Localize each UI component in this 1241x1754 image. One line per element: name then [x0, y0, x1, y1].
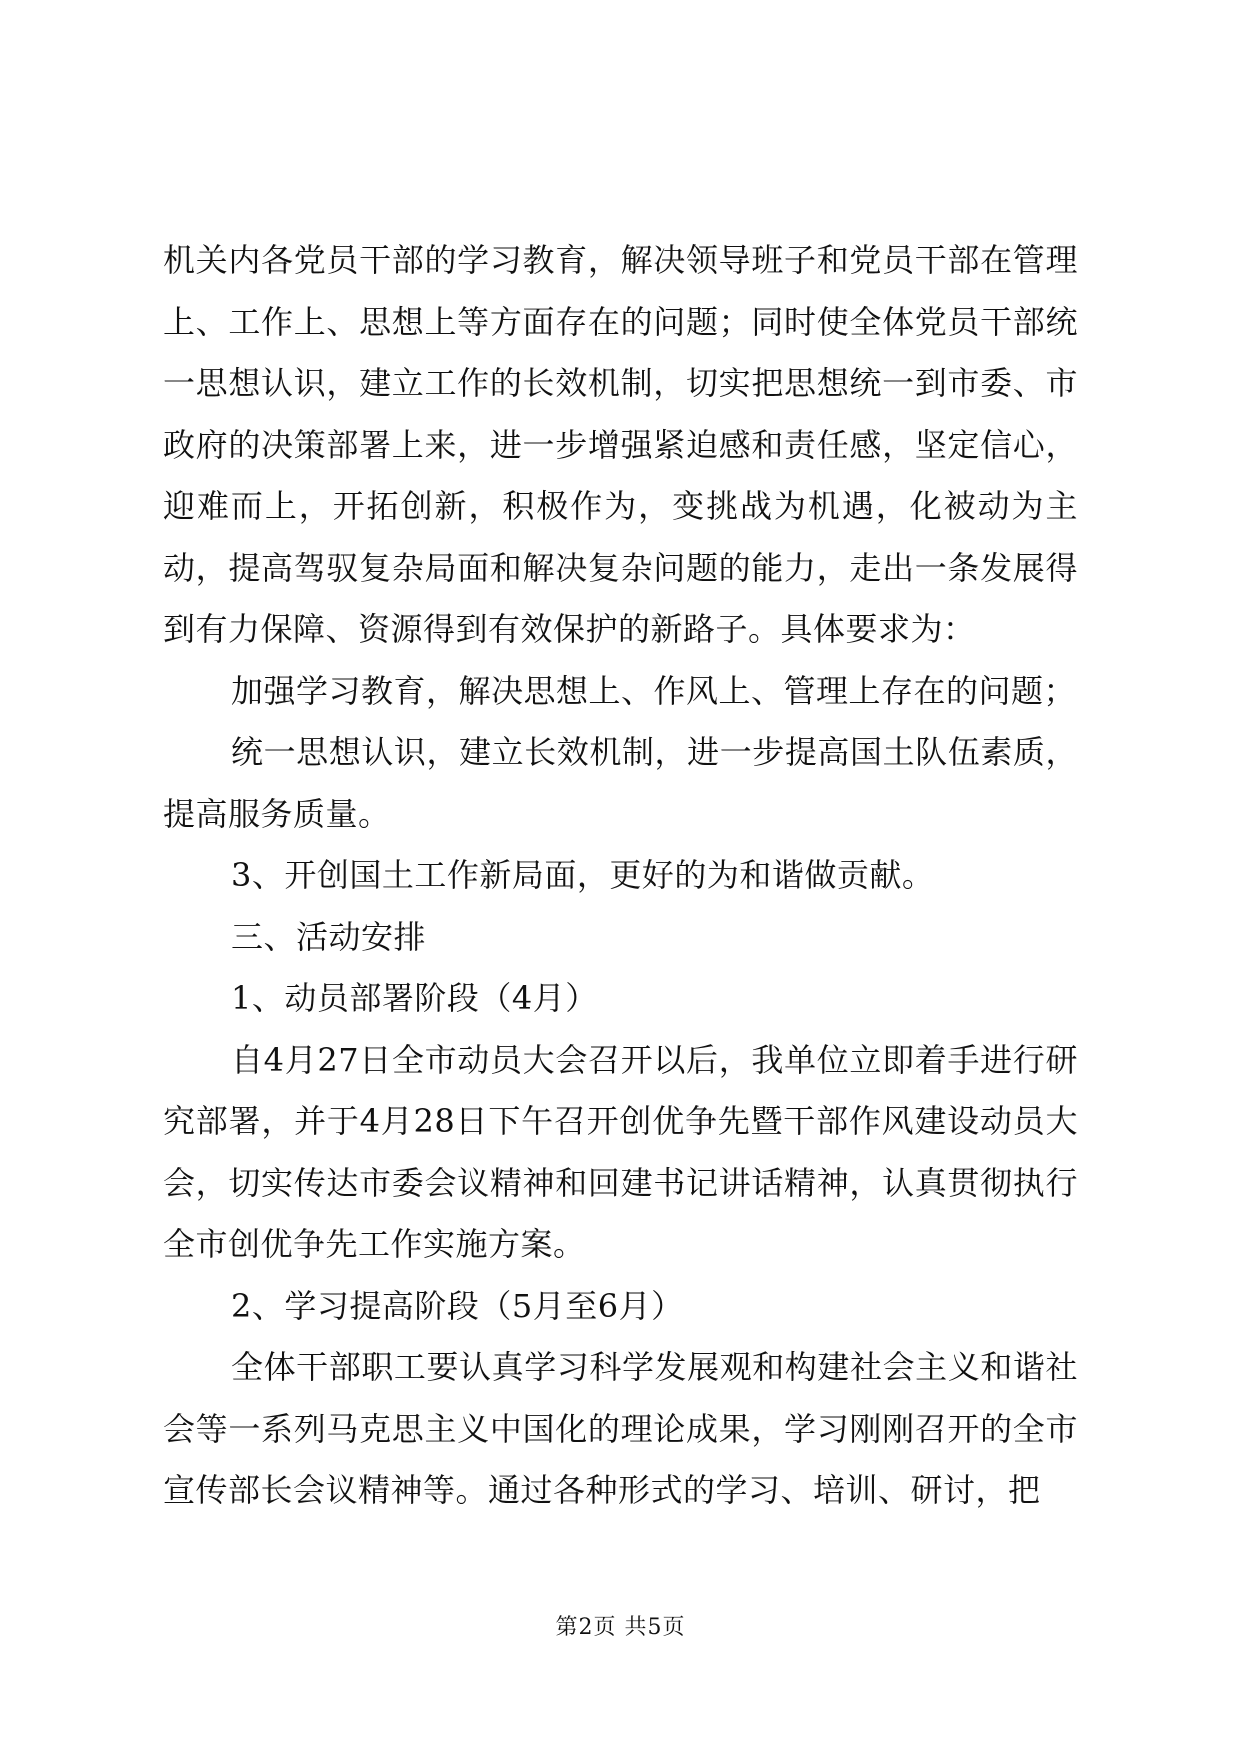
page-number-footer: 第2页 共5页 [555, 1615, 686, 1640]
paragraph-stage-1: 自4月27日全市动员大会召开以后，我单位立即着手进行研究部署，并于4月28日下午召开创优争先暨干部作风建设动员大会，切实传达市委会议精神和回建书记讲话精神，认真贯彻执行全市创优争先工作实施方案。 [163, 1040, 1078, 1263]
section-heading: 三、活动安排 [231, 917, 427, 956]
paragraph-requirement-3: 3、开创国土工作新局面，更好的为和谐做贡献。 [231, 856, 935, 894]
document-body [163, 230, 1078, 1522]
paragraph-continuation: 机关内各党员干部的学习教育，解决领导班子和党员干部在管理上、工作上、思想上等方面存在的问题；同时使全体党员干部统一思想认识，建立工作的长效机制，切实把思想统一到市委、市政府的决策部署上来，进一步增强紧迫感和责任感，坚定信心，迎难而上，开拓创新，积极作为，变挑战为机遇，化被动为主动，提高驾驭复杂局面和解决复杂问题的能力，走出一条发展得到有力保障、资源得到有效保护的新路子。具体要求为： [163, 241, 1078, 648]
paragraph-requirement-2: 统一思想认识，建立长效机制，进一步提高国土队伍素质，提高服务质量。 [163, 733, 1078, 833]
paragraph-stage-2: 全体干部职工要认真学习科学发展观和构建社会主义和谐社会等一系列马克思主义中国化的理论成果，学习刚刚召开的全市宣传部长会议精神等。通过各种形式的学习、培训、研讨，把 [163, 1348, 1078, 1509]
paragraph-requirement-1: 加强学习教育，解决思想上、作风上、管理上存在的问题； [231, 671, 1077, 710]
stage-heading-2: 2、学习提高阶段（5月至6月） [231, 1286, 684, 1325]
stage-heading-1: 1、动员部署阶段（4月） [231, 979, 598, 1017]
